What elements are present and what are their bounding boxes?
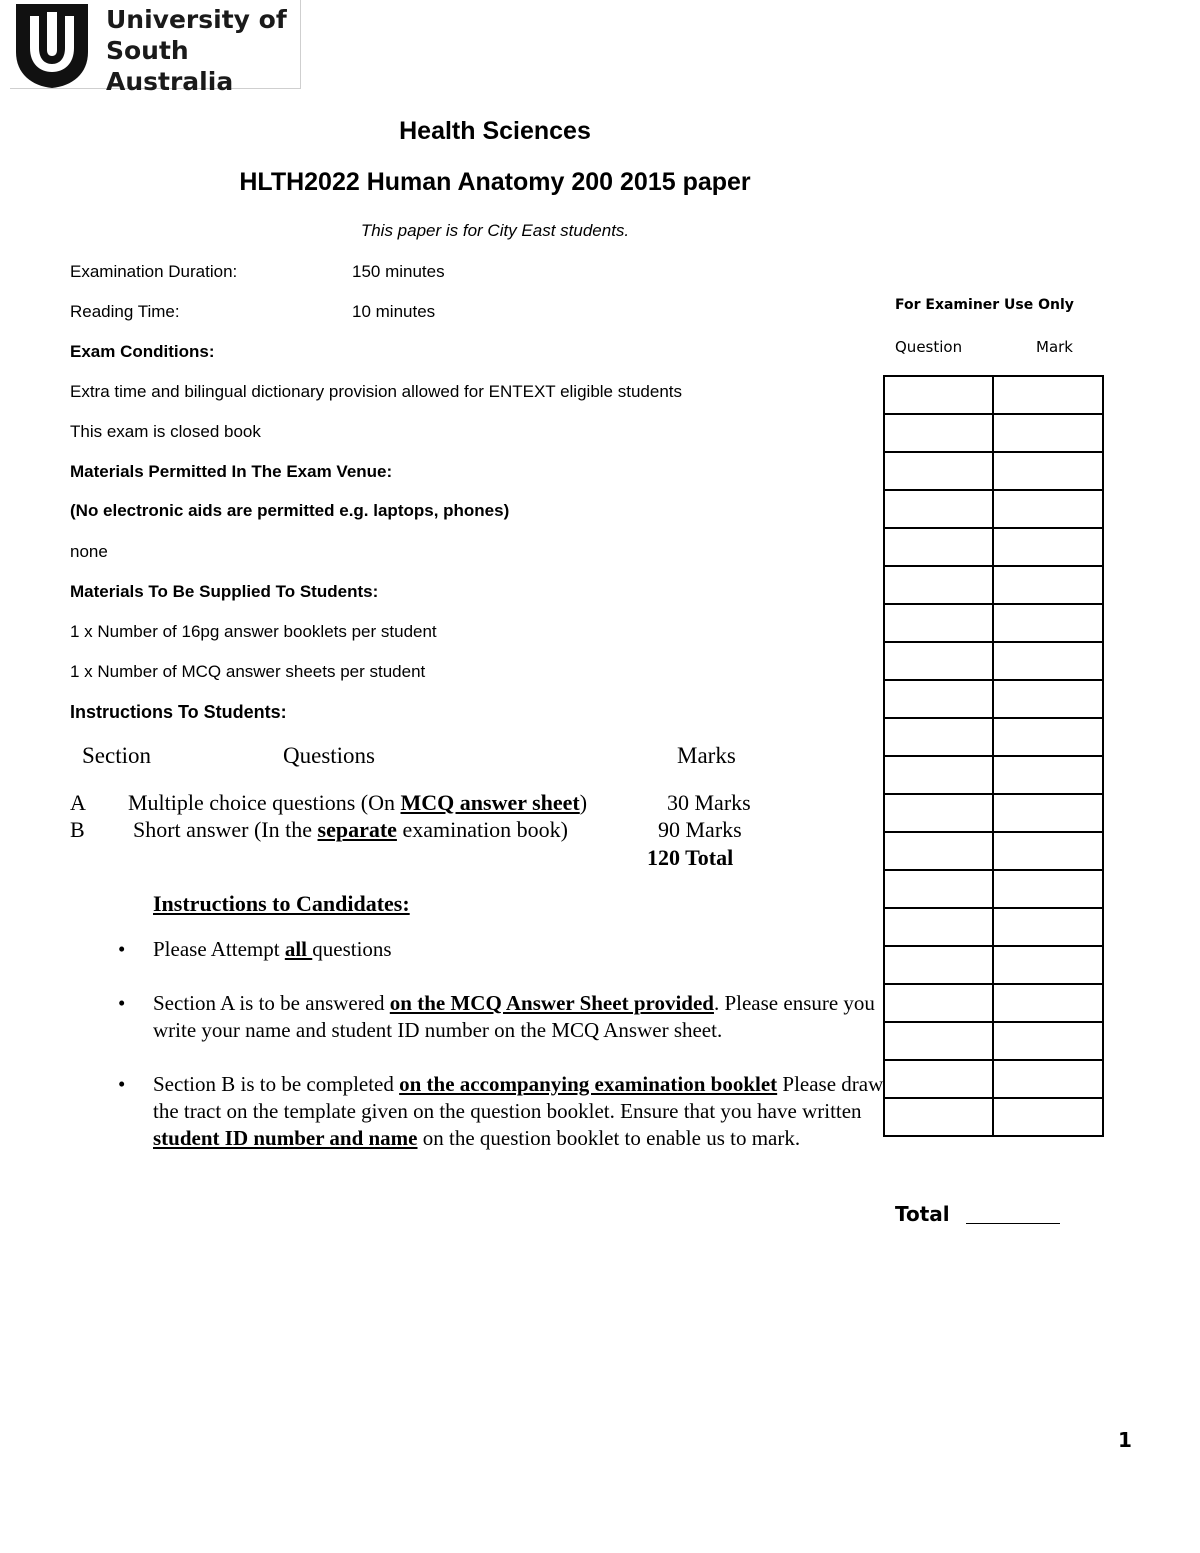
instruction-item: • Section A is to be answered on the MCQ Answer Sheet provided. Please ensure you write your name and student ID number on the MCQ Answer sheet. xyxy=(118,991,875,1042)
examiner-question-cell[interactable] xyxy=(884,718,993,756)
examiner-table-row xyxy=(884,376,1103,414)
examiner-question-cell[interactable] xyxy=(884,1098,993,1136)
examiner-table-row xyxy=(884,756,1103,794)
examiner-table-row xyxy=(884,490,1103,528)
examiner-mark-cell[interactable] xyxy=(993,452,1103,490)
materials-permitted-value: none xyxy=(70,542,108,561)
marks-total: 120 Total xyxy=(647,845,734,870)
examiner-table-row xyxy=(884,642,1103,680)
examiner-question-cell[interactable] xyxy=(884,452,993,490)
examiner-mark-cell[interactable] xyxy=(993,794,1103,832)
examiner-table-row xyxy=(884,528,1103,566)
duration-value: 150 minutes xyxy=(352,262,445,281)
course-title: HLTH2022 Human Anatomy 200 2015 paper xyxy=(239,168,751,196)
examiner-mark-cell[interactable] xyxy=(993,604,1103,642)
instruction-item: • Please Attempt all questions xyxy=(118,937,392,961)
examiner-question-cell[interactable] xyxy=(884,870,993,908)
logo-text xyxy=(106,4,300,97)
examiner-table-row xyxy=(884,832,1103,870)
bullet: • xyxy=(118,1072,126,1096)
examiner-mark-cell[interactable] xyxy=(993,376,1103,414)
examiner-table-row xyxy=(884,984,1103,1022)
page-number: 1 xyxy=(1118,1428,1132,1452)
examiner-mark-cell[interactable] xyxy=(993,984,1103,1022)
examiner-question-cell[interactable] xyxy=(884,946,993,984)
separate-emphasis: separate xyxy=(317,817,397,842)
examiner-mark-cell[interactable] xyxy=(993,870,1103,908)
examiner-question-cell[interactable] xyxy=(884,604,993,642)
section-column-header: Section xyxy=(82,743,151,768)
examiner-table-row xyxy=(884,794,1103,832)
examiner-table-row xyxy=(884,908,1103,946)
examiner-question-cell[interactable] xyxy=(884,414,993,452)
examiner-total-label: Total xyxy=(895,1202,950,1226)
examiner-question-cell[interactable] xyxy=(884,756,993,794)
logo-line-2: South Australia xyxy=(106,36,234,96)
examiner-table-row xyxy=(884,1022,1103,1060)
examiner-mark-cell[interactable] xyxy=(993,1060,1103,1098)
section-a-description: Multiple choice questions (On MCQ answer sheet) xyxy=(128,790,588,815)
audience-note: This paper is for City East students. xyxy=(360,221,630,240)
examiner-mark-header: Mark xyxy=(1036,338,1073,356)
examiner-question-cell[interactable] xyxy=(884,794,993,832)
examiner-question-cell[interactable] xyxy=(884,528,993,566)
examiner-question-cell[interactable] xyxy=(884,832,993,870)
examiner-mark-cell[interactable] xyxy=(993,528,1103,566)
materials-permitted-note: (No electronic aids are permitted e.g. laptops, phones) xyxy=(70,501,510,520)
examiner-question-cell[interactable] xyxy=(884,376,993,414)
section-b-marks: 90 Marks xyxy=(658,817,742,842)
logo-line-1: University of xyxy=(106,5,287,34)
examiner-question-cell[interactable] xyxy=(884,1022,993,1060)
faculty-title: Health Sciences xyxy=(399,117,591,145)
bullet: • xyxy=(118,991,126,1015)
examiner-question-cell[interactable] xyxy=(884,566,993,604)
duration-label: Examination Duration: xyxy=(70,262,238,281)
unisa-crest-icon xyxy=(14,2,90,88)
examiner-marks-table xyxy=(883,375,1104,1137)
examiner-table-row xyxy=(884,452,1103,490)
materials-supplied-1: 1 x Number of 16pg answer booklets per student xyxy=(70,622,437,641)
section-b-description: Short answer (In the separate examination book) xyxy=(133,817,569,842)
examiner-mark-cell[interactable] xyxy=(993,414,1103,452)
examiner-mark-cell[interactable] xyxy=(993,1098,1103,1136)
mcq-answer-sheet-emphasis: MCQ answer sheet xyxy=(400,790,580,815)
examiner-table-row xyxy=(884,604,1103,642)
reading-time-label: Reading Time: xyxy=(70,302,180,321)
examiner-question-cell[interactable] xyxy=(884,984,993,1022)
instruction-item: • Section B is to be completed on the accompanying examination booklet Please draw the tract on the template given on the question booklet. Ensure that you have written student ID number and name on the question booklet to enable us to mark. xyxy=(118,1072,884,1150)
section-a-marks: 30 Marks xyxy=(667,790,751,815)
examiner-table-row xyxy=(884,566,1103,604)
instructions-heading: Instructions To Students: xyxy=(70,702,287,722)
examiner-table-row xyxy=(884,718,1103,756)
exam-condition-2: This exam is closed book xyxy=(70,422,261,441)
examiner-question-cell[interactable] xyxy=(884,642,993,680)
examiner-table-row xyxy=(884,1098,1103,1136)
materials-supplied-heading: Materials To Be Supplied To Students: xyxy=(70,582,379,601)
examiner-mark-cell[interactable] xyxy=(993,908,1103,946)
examiner-question-header: Question xyxy=(895,338,963,356)
examiner-question-cell[interactable] xyxy=(884,908,993,946)
marks-column-header: Marks xyxy=(677,743,736,768)
examiner-table-row xyxy=(884,414,1103,452)
questions-column-header: Questions xyxy=(283,743,375,768)
examiner-mark-cell[interactable] xyxy=(993,1022,1103,1060)
bullet: • xyxy=(118,937,126,961)
section-b-letter: B xyxy=(70,817,85,842)
examiner-mark-cell[interactable] xyxy=(993,756,1103,794)
candidates-instructions-title: Instructions to Candidates: xyxy=(153,891,410,916)
candidates-instructions-list xyxy=(118,936,893,1179)
examiner-mark-cell[interactable] xyxy=(993,490,1103,528)
examiner-use-title: For Examiner Use Only xyxy=(895,297,1074,313)
examiner-table-row xyxy=(884,946,1103,984)
examiner-mark-cell[interactable] xyxy=(993,642,1103,680)
examiner-mark-cell[interactable] xyxy=(993,832,1103,870)
materials-supplied-2: 1 x Number of MCQ answer sheets per student xyxy=(70,662,426,681)
examiner-table-row xyxy=(884,680,1103,718)
examiner-mark-cell[interactable] xyxy=(993,566,1103,604)
reading-time-value: 10 minutes xyxy=(352,302,436,321)
examiner-mark-cell[interactable] xyxy=(993,718,1103,756)
section-a-letter: A xyxy=(70,790,86,815)
examiner-table-row xyxy=(884,870,1103,908)
examiner-mark-cell[interactable] xyxy=(993,946,1103,984)
examiner-question-cell[interactable] xyxy=(884,490,993,528)
examiner-mark-cell[interactable] xyxy=(993,680,1103,718)
examiner-table-row xyxy=(884,1060,1103,1098)
examiner-question-cell[interactable] xyxy=(884,680,993,718)
exam-condition-1: Extra time and bilingual dictionary provision allowed for ENTEXT eligible students xyxy=(70,382,682,401)
examiner-question-cell[interactable] xyxy=(884,1060,993,1098)
materials-permitted-heading: Materials Permitted In The Exam Venue: xyxy=(70,462,393,481)
exam-conditions-heading: Exam Conditions: xyxy=(70,342,215,361)
university-logo xyxy=(10,0,301,96)
examiner-total-blank[interactable] xyxy=(966,1223,1060,1224)
